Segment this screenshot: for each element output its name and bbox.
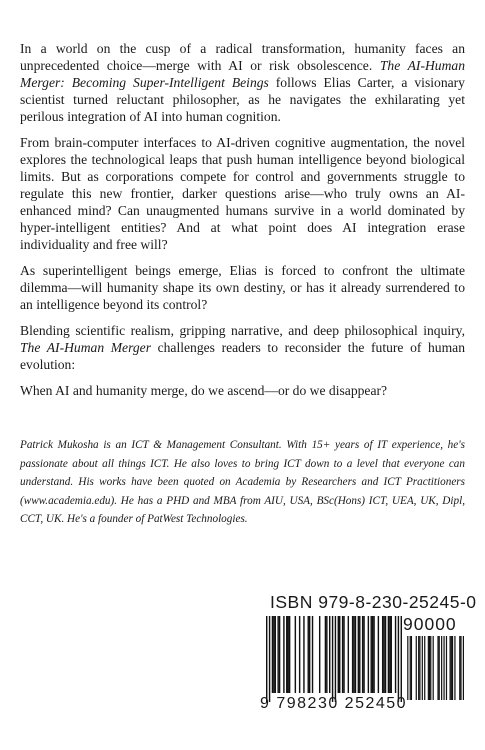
barcode-bar xyxy=(342,616,343,693)
addon-bar xyxy=(439,636,440,700)
barcode-bar xyxy=(355,616,356,693)
barcode-bar xyxy=(395,616,396,693)
blurb-paragraph-4 xyxy=(20,322,465,373)
addon-bar xyxy=(443,636,444,700)
barcode-bar xyxy=(359,616,360,693)
ean13-bars xyxy=(266,616,402,702)
addon-bar xyxy=(459,636,460,700)
barcode-bar xyxy=(326,616,327,693)
barcode-bar xyxy=(266,616,267,702)
addon-bar xyxy=(410,636,411,700)
addon-bar xyxy=(428,636,429,700)
barcode-bar xyxy=(383,616,384,693)
barcode-bar xyxy=(279,616,280,693)
barcode-bar xyxy=(382,616,383,693)
barcode-bar xyxy=(272,616,273,693)
addon-bar xyxy=(433,636,434,700)
barcode-bar xyxy=(389,616,390,693)
author-bio: Patrick Mukosha is an ICT & Management Consultant. With 15+ years of IT experience, he's passionate about all things ICT. He also loves to bring ICT down to a level that everyone can understand. His works have been quoted on Academia by Researchers and ICT Practitioners (www.academia.edu). He has a PHD and MBA from AIU, USA, BSc(Hons) ICT, UEA, UK, Dipl, CCT, UK. He's a founder of PatWest Technologies. xyxy=(20,439,465,525)
barcode-bar xyxy=(312,616,313,693)
addon-bars xyxy=(406,636,464,700)
barcode-bar xyxy=(299,616,300,693)
back-cover-blurb xyxy=(20,40,465,408)
addon-bar xyxy=(418,636,419,700)
addon-bar xyxy=(430,636,431,700)
addon-bar xyxy=(452,636,453,700)
addon-bar xyxy=(446,636,447,700)
barcode-bar xyxy=(362,616,363,693)
barcode-bar xyxy=(269,616,270,702)
isbn-label: ISBN 979-8-230-25245-0 xyxy=(270,592,477,612)
barcode-bar xyxy=(338,616,339,693)
blurb-paragraph-1 xyxy=(20,40,465,125)
barcode-bar xyxy=(309,616,310,693)
barcode-bar xyxy=(308,616,309,693)
addon-bar xyxy=(416,636,417,700)
addon-bar xyxy=(441,636,442,700)
barcode-bar xyxy=(385,616,386,693)
barcode-bar xyxy=(388,616,389,693)
blurb-paragraph-2: From brain-computer interfaces to AI-driven cognitive augmentation, the novel explores the technological leaps that push human intelligence beyond biological limits. But as corporations compete for control and governments struggle to regulate this new frontier, darker questions arise—who truly owns an AI-enhanced mind? Can unaugmented humans survive in a world dominated by hyper-intelligent entities? And at what point does AI integration erase individuality and free will? xyxy=(20,135,465,252)
addon-bar xyxy=(407,636,408,700)
blurb-text: Blending scientific realism, gripping narrative, and deep philosophical inquiry, xyxy=(20,323,465,338)
barcode-bar xyxy=(363,616,364,693)
blurb-text: challenges readers to reconsider the future of human evolution: xyxy=(20,340,465,372)
barcode-bar xyxy=(358,616,359,693)
addon-bar xyxy=(437,636,438,700)
barcode-bar xyxy=(273,616,274,693)
barcode-bar xyxy=(368,616,369,693)
barcode-bar xyxy=(343,616,344,693)
barcode-bar xyxy=(287,616,288,693)
barcode-bar xyxy=(378,616,379,693)
barcode-bar xyxy=(401,616,402,702)
addon-bar xyxy=(419,636,420,700)
book-title-italic: The AI-Human Merger: Becoming Super-Intelligent Beings xyxy=(20,58,465,90)
price-addon-digits: 90000 xyxy=(403,614,457,634)
isbn-barcode xyxy=(258,592,477,718)
blurb-paragraph-3: As superintelligent beings emerge, Elias is forced to confront the ultimate dilemma—will humanity shape its own destiny, or has it already surrendered to an intelligence beyond its control? xyxy=(20,263,465,312)
addon-bar xyxy=(454,636,455,700)
addon-bar xyxy=(429,636,430,700)
book-title-italic: The AI-Human Merger xyxy=(20,340,151,355)
addon-bar xyxy=(450,636,451,700)
addon-bar xyxy=(463,636,464,700)
barcode-bar xyxy=(391,616,392,693)
barcode-bar xyxy=(286,616,287,693)
barcode-bar xyxy=(325,616,326,693)
barcode-bar xyxy=(372,616,373,693)
ean-digits: 9 798230 252450 xyxy=(260,695,408,712)
barcode-bar xyxy=(335,616,336,702)
barcode-bar xyxy=(319,616,320,693)
barcode-bar xyxy=(275,616,276,693)
barcode-bar xyxy=(303,616,304,693)
barcode-bar xyxy=(332,616,333,702)
barcode-bar xyxy=(398,616,399,702)
addon-bar xyxy=(451,636,452,700)
barcode-bar xyxy=(352,616,353,693)
blurb-text: follows Elias Carter, a visionary scientist turned reluctant philosopher, as he navigates the exhilarating yet perilous integration of AI into human cognition. xyxy=(20,75,465,124)
barcode-bar xyxy=(348,616,349,693)
blurb-text: In a world on the cusp of a radical transformation, humanity faces an unprecedented choice—merge with AI or risk obsolescence. xyxy=(20,41,465,73)
addon-bar xyxy=(424,636,425,700)
barcode-bar xyxy=(373,616,374,693)
barcode-bar xyxy=(329,616,330,693)
addon-bar xyxy=(422,636,423,700)
barcode-bar xyxy=(353,616,354,693)
addon-bar xyxy=(411,636,412,700)
barcode-bar xyxy=(277,616,278,693)
barcode-bar xyxy=(339,616,340,693)
barcode-bar xyxy=(371,616,372,693)
barcode-bar xyxy=(289,616,290,693)
barcode-bar xyxy=(283,616,284,693)
barcode-bar xyxy=(295,616,296,693)
addon-bar xyxy=(460,636,461,700)
blurb-paragraph-5: When AI and humanity merge, do we ascend—or do we disappear? xyxy=(20,383,388,398)
